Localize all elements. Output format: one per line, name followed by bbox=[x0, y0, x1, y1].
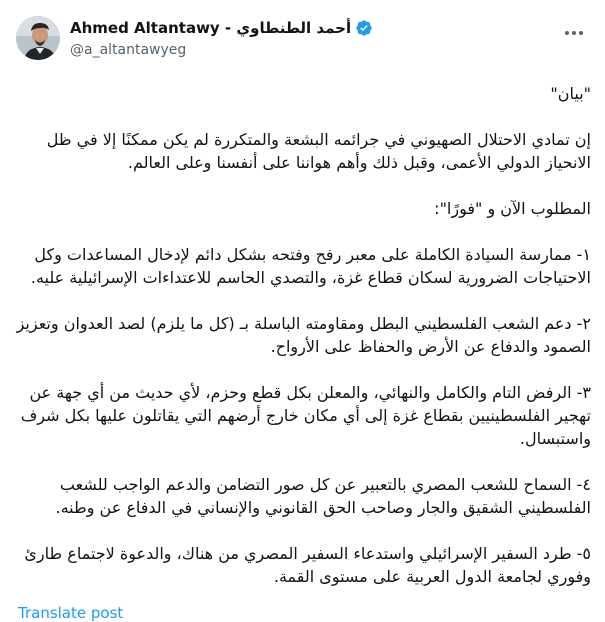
tweet-paragraph: ٢- دعم الشعب الفلسطيني البطل ومقاومته الباسلة بـ (كل ما يلزم) لصد العدوان وتعزيز الصمود والدفاع عن الأرض والحفاظ على الأرواح. bbox=[16, 314, 591, 356]
tweet-header bbox=[16, 16, 589, 64]
tweet-paragraph: "بيان" bbox=[550, 84, 591, 103]
tweet-paragraph: ١- ممارسة السيادة الكاملة على معبر رفح وفتحه بشكل دائم لإدخال المساعدات وكل الاحتياجات الضرورية لسكان قطاع غزة، والتصدي الحاسم للاعتداءات الإسرائيلية عليه. bbox=[30, 245, 591, 287]
author-display-name[interactable]: Ahmed Altantawy - أحمد الطنطاوي bbox=[70, 19, 352, 37]
more-horizontal-icon bbox=[564, 31, 585, 35]
author-name-line bbox=[70, 18, 549, 38]
verified-badge-icon bbox=[355, 19, 373, 37]
avatar[interactable] bbox=[16, 16, 60, 60]
tweet-paragraph: إن تمادي الاحتلال الصهيوني في جرائمه البشعة والمتكررة لم يكن ممكنًا إلا في ظل الانحياز الدولي الأعمى، وقبل ذلك وأهم هواننا على أنفسنا وعلى العالم. bbox=[46, 130, 591, 172]
author-identity bbox=[70, 18, 549, 59]
author-handle[interactable]: @a_altantawyeg bbox=[70, 42, 187, 58]
tweet-paragraph: ٤- السماح للشعب المصري بالتعبير عن كل صور التضامن والدعم الواجب للشعب الفلسطيني الشقيق والجار وصاحب الحق القانوني والإنساني في الدفاع عن وطنه. bbox=[55, 475, 591, 517]
tweet-paragraph: ٥- طرد السفير الإسرائيلي واستدعاء السفير المصري من هناك، والدعوة لاجتماع طارئ وفوري لجامعة الدول العربية على مستوى القمة. bbox=[24, 544, 591, 586]
translate-post-link[interactable]: Translate post bbox=[18, 604, 124, 622]
more-options-button[interactable] bbox=[559, 22, 589, 44]
tweet-paragraph: المطلوب الآن و "فورًا": bbox=[434, 199, 591, 218]
tweet-text bbox=[14, 82, 591, 611]
tweet-paragraph: ٣- الرفض التام والكامل والنهائي، والمعلن بكل قطع وحزم، لأي حديث من أي جهة عن تهجير الفلسطينيين بقطاع غزة إلى أي مكان خارج أرضهم التي يقاتلون عليها بكل شرف واستبسال. bbox=[20, 383, 591, 448]
